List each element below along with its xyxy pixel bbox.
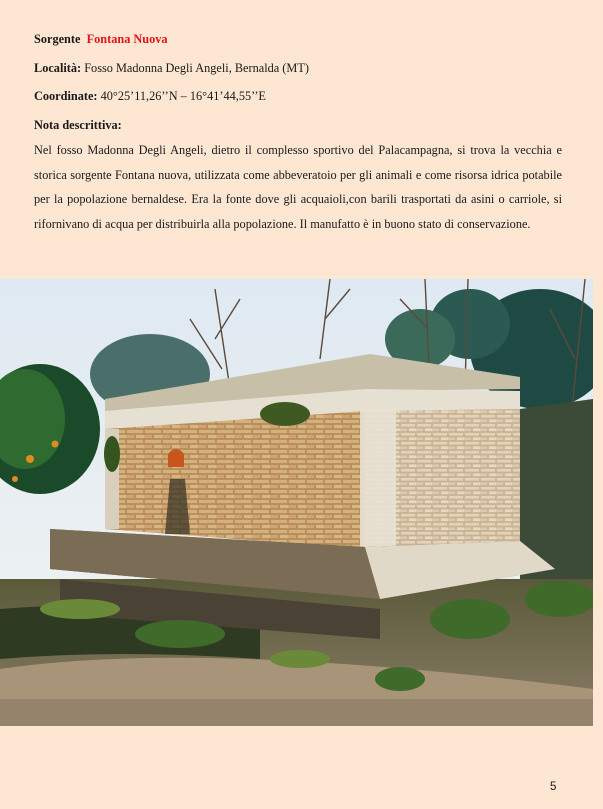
source-line bbox=[34, 31, 168, 47]
coordinates-value: 40°25’11,26’’N – 16°41’44,55’’E bbox=[100, 89, 266, 103]
source-name: Fontana Nuova bbox=[86, 32, 168, 46]
note-label: Nota descrittiva: bbox=[34, 118, 122, 132]
note-text: Nel fosso Madonna Degli Angeli, dietro il complesso sportivo del Palacampagna, si trova la vecchia e storica sorgente Fontana nuova, utilizzata come abbeveratoio per gli animali e come risorsa idrica potabile per la popolazione bernaldese. Era la fonte dove gli acquaioli,con barili trasportati da asini o carriole, si rifornivano di acqua per distribuirla alla popolazione. Il manufatto è in buono stato di conservazione. bbox=[34, 143, 562, 231]
fountain-photo bbox=[0, 279, 593, 726]
coordinates-line bbox=[34, 88, 266, 104]
location-label: Località: bbox=[34, 61, 82, 75]
location-value: Fosso Madonna Degli Angeli, Bernalda (MT) bbox=[84, 61, 309, 75]
note-heading bbox=[34, 117, 122, 133]
coordinates-label: Coordinate: bbox=[34, 89, 98, 103]
source-label: Sorgente bbox=[34, 32, 81, 46]
page-number: 5 bbox=[550, 781, 557, 793]
location-line bbox=[34, 60, 309, 76]
